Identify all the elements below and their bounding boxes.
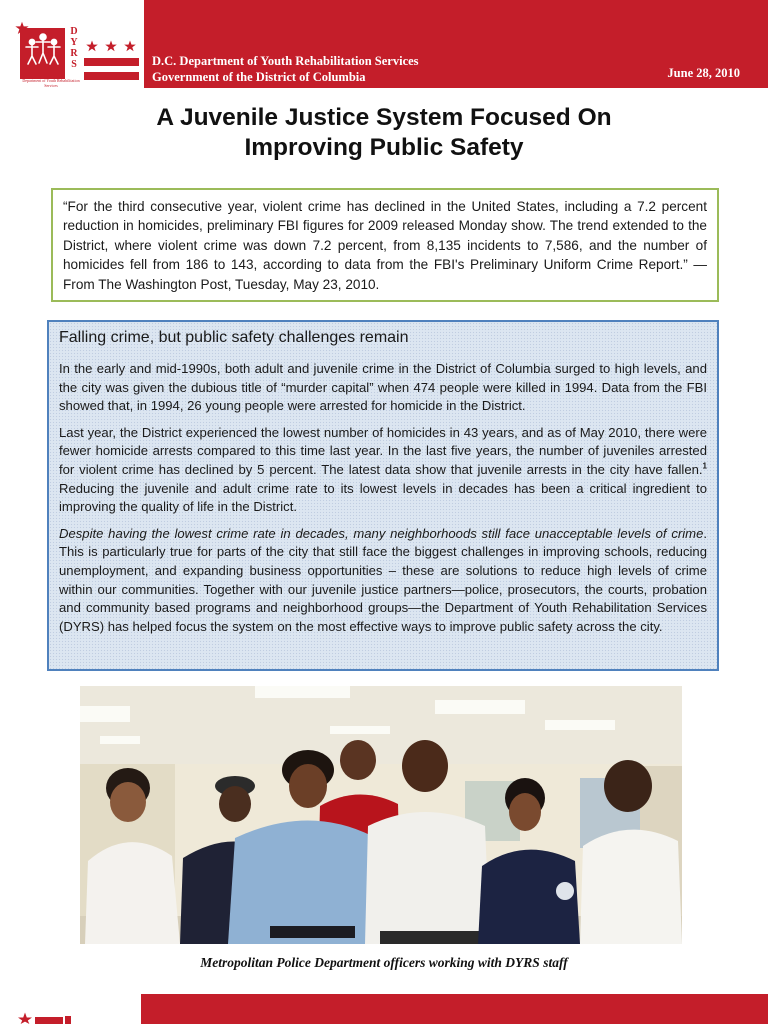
footer-band (141, 994, 768, 1024)
section-paragraph-2: Last year, the District experienced the lowest number of homicides in 43 years, and as of May 2010, there were fewer homicide arrests compared to this time last year. In the last five years, the number of juveniles arrested for violent crime has declined by 5 percent. The latest data show that juvenile arrests in the city have fallen.$^1$ Reducing the juvenile and adult crime rate to its lowest levels in decades has been a critical ingredient to improving the quality of life in the District. (59, 424, 707, 515)
agency-name (152, 53, 419, 85)
logo-letters: D Y R S (70, 26, 78, 70)
section-heading: Falling crime, but public safety challenges remain (59, 329, 409, 346)
staff-photo (80, 686, 682, 944)
section-paragraph-3: Despite having the lowest crime rate in decades, many neighborhoods still face unacceptable levels of crime. This is particularly true for parts of the city that still face the biggest challenges in improving schools, reducing unemployment, and expanding business opportunities – these are solutions to reduce high levels of crime within our communities. Together with our juvenile justice partners—police, prosecutors, the courts, probation and community based programs and neighborhood groups—the Department of Youth Rehabilitation Services (DYRS) has helped focus the system on the most effective ways to improve public safety across the city. (59, 525, 707, 634)
section-paragraph-1: In the early and mid-1990s, both adult and juvenile crime in the District of Columbia surged to high levels, and the city was given the dubious title of “murder capital” when 474 people were killed in 1994. Data from the FBI showed that, in 1994, 26 young people were arrested for homicide in the District. (59, 361, 707, 414)
title-line-2: Improving Public Safety (244, 134, 524, 161)
italic-lead: Despite having the lowest crime rate in decades, many neighborhoods still face unacceptable levels of crime (59, 525, 704, 541)
dc-flag-icon (84, 40, 140, 86)
logo-figures-icon (20, 28, 65, 79)
quote-text: “For the third consecutive year, violent crime has declined in the United States, including a 7.2 percent reduction in homicides, preliminary FBI figures for 2009 released Monday show. The trend extended to the District, where violent crime was down 7.2 percent, from 8,135 incidents to 7,586, and the number of homicides fell from 186 to 143, according to data from the FBI's Preliminary Uniform Crime Report.” —From The Washington Post, Tuesday, May 23, 2010. (63, 199, 707, 292)
footer-logo-icon (15, 1012, 75, 1024)
publication-date: June 28, 2010 (667, 66, 740, 80)
dyrs-logo (0, 0, 142, 88)
section-box (47, 320, 719, 671)
photo-caption: Metropolitan Police Department officers working with DYRS staff (200, 955, 568, 970)
footnote-mark: 1 (702, 461, 707, 471)
agency-line-1: D.C. Department of Youth Rehabilitation Services (152, 54, 419, 68)
quote-box (51, 188, 719, 302)
logo-subtitle: Department of Youth Rehabilitation Services (22, 78, 80, 88)
title-line-1: A Juvenile Justice System Focused On (156, 104, 612, 131)
agency-line-2: Government of the District of Columbia (152, 70, 366, 84)
page-title (0, 103, 768, 163)
